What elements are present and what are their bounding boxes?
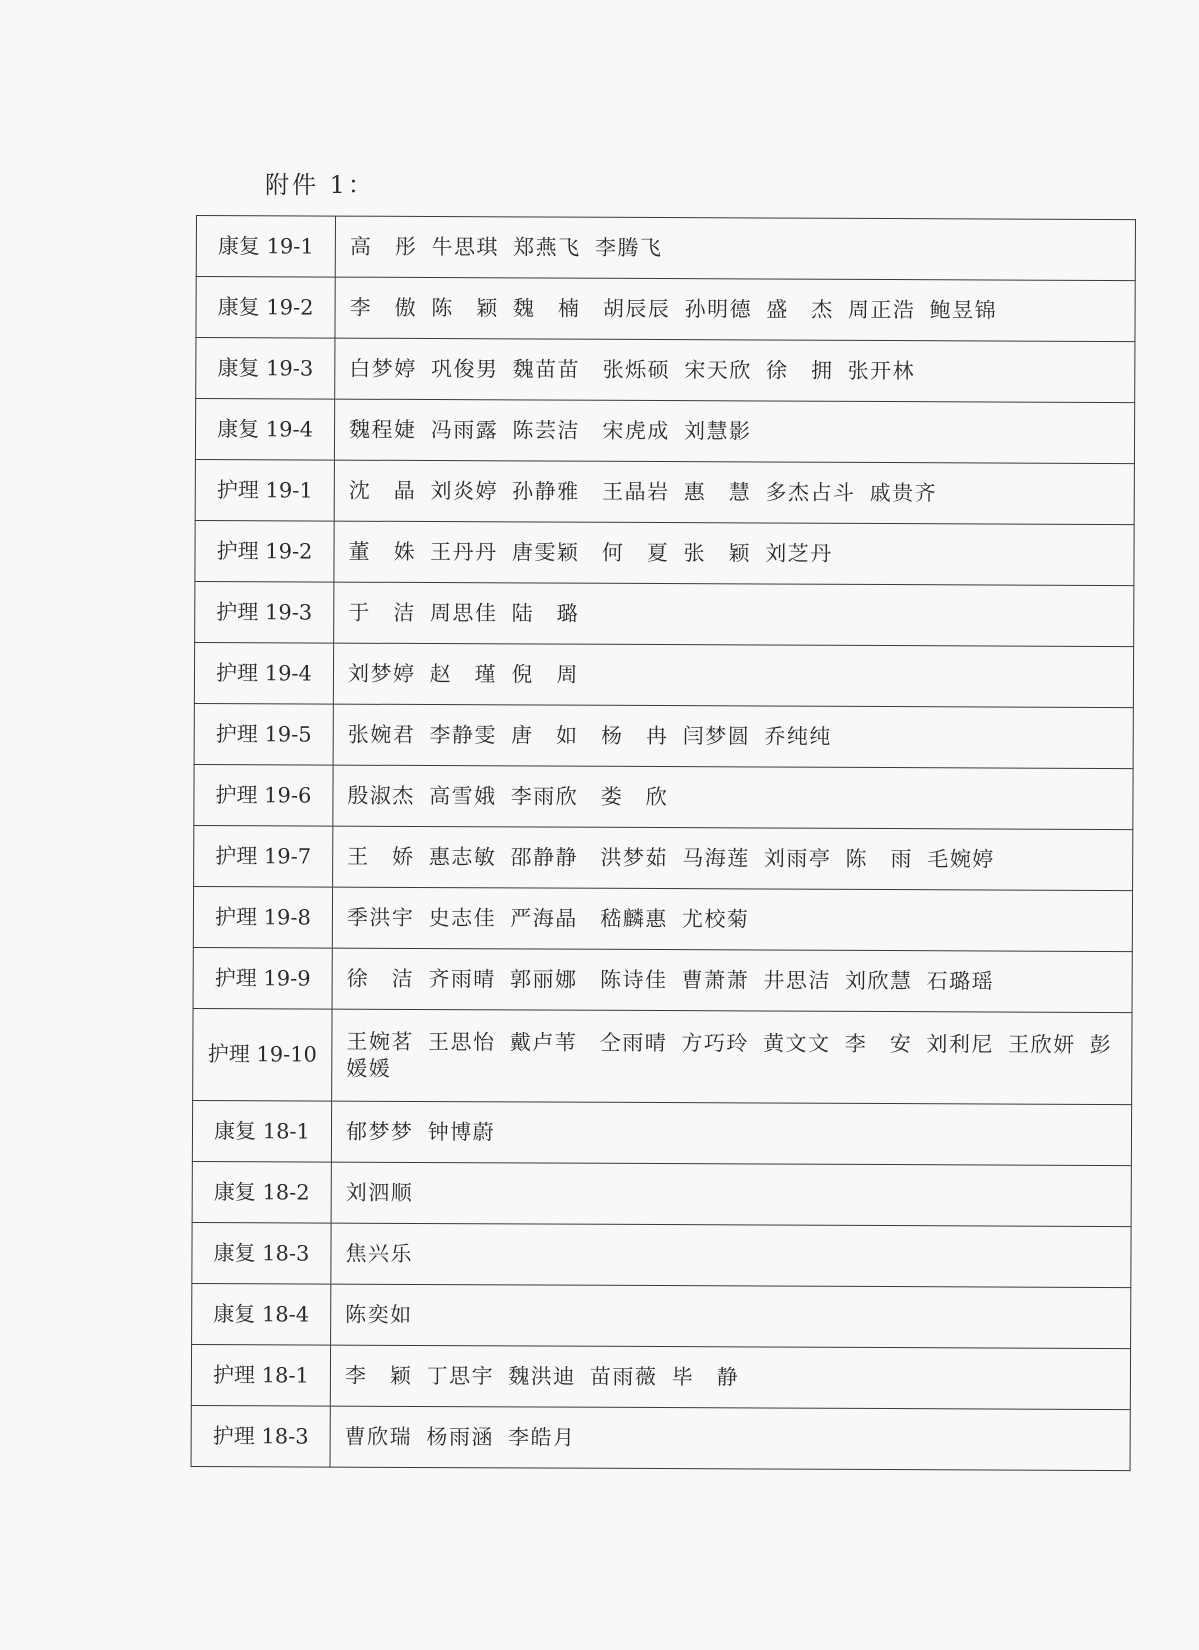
table-row — [196, 277, 1135, 342]
class-cell: 护理 19-10 — [193, 1008, 332, 1101]
names-cell: 郁梦梦 钟博蔚 — [331, 1101, 1131, 1165]
table-row — [192, 1222, 1131, 1287]
class-cell: 护理 19-1 — [195, 459, 334, 521]
attachment-heading: 附件 1： — [265, 171, 375, 199]
names-cell: 白梦婷 巩俊男 魏苗苗 张烁硕 宋天欣 徐 拥 张开林 — [335, 338, 1135, 402]
names-cell: 李 颖 丁思宇 魏洪迪 苗雨薇 毕 静 — [330, 1345, 1130, 1409]
names-cell: 曹欣瑞 杨雨涵 李皓月 — [330, 1406, 1130, 1470]
table-row — [193, 947, 1132, 1012]
class-cell: 康复 18-4 — [192, 1283, 331, 1345]
names-cell: 季洪宇 史志佳 严海晶 嵇麟惠 尤校菊 — [332, 887, 1132, 951]
class-cell: 护理 19-3 — [195, 581, 334, 643]
class-cell: 护理 18-3 — [191, 1405, 330, 1467]
names-cell: 王婉茗 王思怡 戴卢苇 仝雨晴 方巧玲 黄文文 李 安 刘利尼 王欣妍 彭媛媛 — [332, 1009, 1132, 1104]
class-cell: 护理 19-5 — [194, 703, 333, 765]
table-row — [191, 1405, 1130, 1470]
table-row — [196, 216, 1135, 281]
table-row — [194, 703, 1133, 768]
table-row — [191, 1344, 1130, 1409]
class-roster-table — [191, 215, 1136, 1471]
table-row — [194, 825, 1133, 890]
names-cell: 李 傲 陈 颖 魏 楠 胡辰辰 孙明德 盛 杰 周正浩 鲍昱锦 — [335, 277, 1135, 341]
table-row — [193, 886, 1132, 951]
table-row — [195, 520, 1134, 585]
table-row — [193, 1008, 1132, 1104]
class-cell: 护理 19-6 — [194, 764, 333, 826]
class-cell: 护理 19-4 — [194, 642, 333, 704]
names-cell: 王 娇 惠志敏 邵静静 洪梦茹 马海莲 刘雨亭 陈 雨 毛婉婷 — [333, 826, 1133, 890]
class-cell: 康复 18-3 — [192, 1222, 331, 1284]
class-cell: 护理 19-7 — [194, 825, 333, 887]
class-cell: 康复 19-4 — [195, 399, 334, 461]
table-row — [194, 764, 1133, 829]
names-cell: 刘泗顺 — [331, 1162, 1131, 1226]
class-cell: 护理 19-2 — [195, 520, 334, 582]
table-row — [192, 1283, 1131, 1348]
class-cell: 康复 18-2 — [192, 1161, 331, 1223]
names-cell: 沈 晶 刘炎婷 孙静雅 王晶岩 惠 慧 多杰占斗 戚贵齐 — [334, 460, 1134, 524]
names-cell: 徐 洁 齐雨晴 郭丽娜 陈诗佳 曹萧萧 井思洁 刘欣慧 石璐瑶 — [332, 948, 1132, 1012]
table-row — [195, 581, 1134, 646]
table-row — [196, 338, 1135, 403]
table-row — [192, 1100, 1131, 1165]
names-cell: 董 姝 王丹丹 唐雯颖 何 夏 张 颖 刘芝丹 — [334, 521, 1134, 585]
names-cell: 殷淑杰 高雪娥 李雨欣 娄 欣 — [333, 765, 1133, 829]
names-cell: 高 彤 牛思琪 郑燕飞 李腾飞 — [335, 216, 1135, 280]
names-cell: 张婉君 李静雯 唐 如 杨 冉 闫梦圆 乔纯纯 — [333, 704, 1133, 768]
names-cell: 焦兴乐 — [331, 1223, 1131, 1287]
class-cell: 康复 19-2 — [196, 277, 335, 339]
table-row — [195, 399, 1134, 464]
class-cell: 护理 18-1 — [191, 1344, 330, 1406]
class-cell: 康复 19-3 — [196, 338, 335, 400]
class-cell: 康复 18-1 — [192, 1100, 331, 1162]
class-cell: 护理 19-9 — [193, 947, 332, 1009]
class-cell: 护理 19-8 — [193, 886, 332, 948]
table-row — [195, 459, 1134, 524]
names-cell: 魏程婕 冯雨露 陈芸洁 宋虎成 刘慧影 — [334, 399, 1134, 463]
names-cell: 刘梦婷 赵 瑾 倪 周 — [333, 643, 1133, 707]
class-cell: 康复 19-1 — [196, 216, 335, 278]
names-cell: 于 洁 周思佳 陆 璐 — [334, 582, 1134, 646]
table-row — [192, 1161, 1131, 1226]
table-row — [194, 642, 1133, 707]
names-cell: 陈奕如 — [331, 1284, 1131, 1348]
